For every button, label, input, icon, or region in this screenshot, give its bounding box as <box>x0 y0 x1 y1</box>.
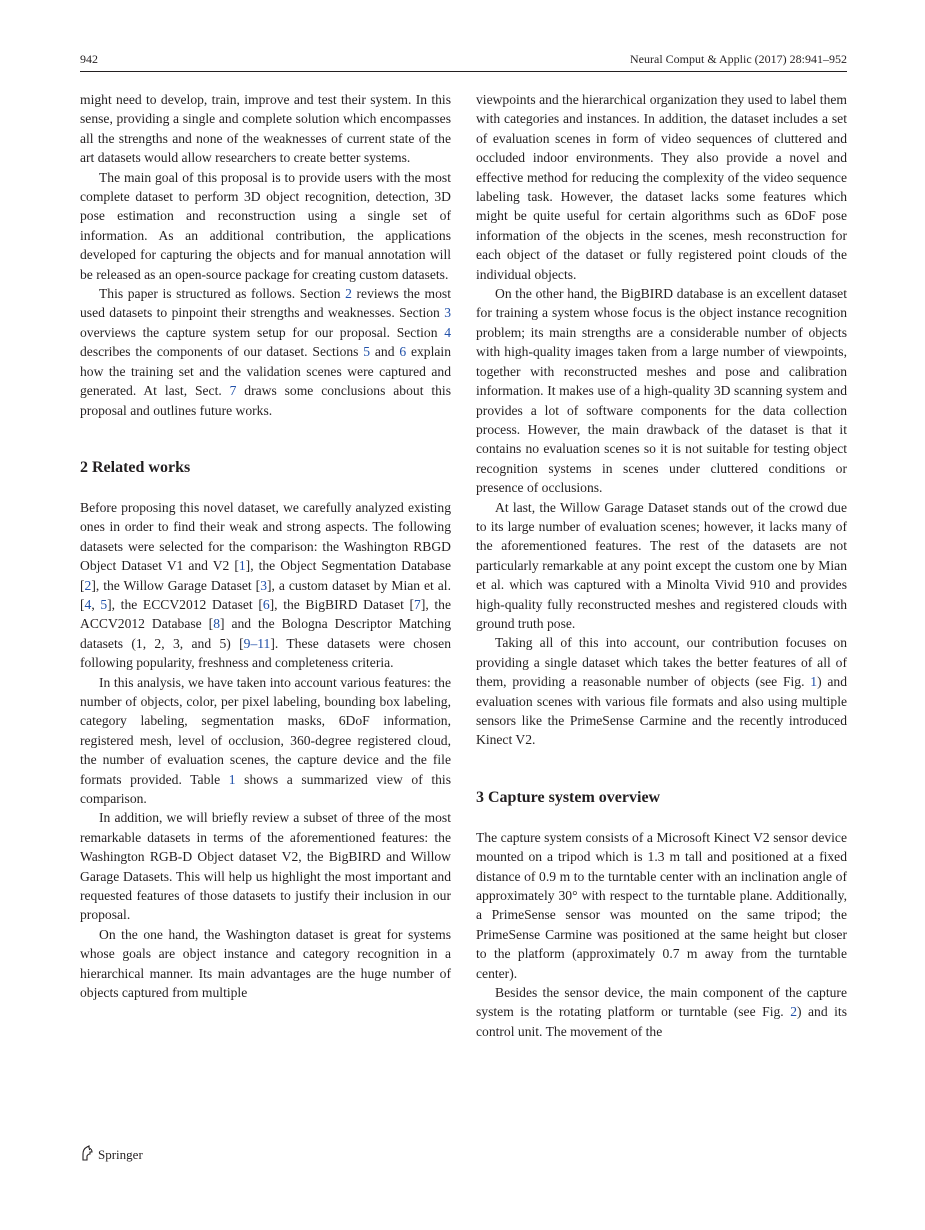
figure-link[interactable]: 1 <box>810 674 818 690</box>
figure-link[interactable]: 2 <box>790 1004 797 1020</box>
citation-link[interactable]: 5 <box>100 596 108 612</box>
citation-link[interactable]: 7 <box>414 596 421 612</box>
citation-link[interactable]: 3 <box>260 577 267 593</box>
page-number: 942 <box>80 52 98 66</box>
paragraph: This paper is structured as follows. Section 2 reviews the most used datasets to pinpoint their strengths and weaknesses. Section 3 overviews the capture system setup for our proposal. Section 4 describes the components of our dataset. Sections 5 and 6 explain how the training set and the validation scenes were captured and generated. At last, Sect. 7 draws some conclusions about this proposal and outlines future works. <box>80 286 451 418</box>
left-column <box>80 90 451 1002</box>
right-column <box>476 90 847 1041</box>
page-footer <box>80 1145 143 1165</box>
section-heading: 3 Capture system overview <box>476 788 661 806</box>
journal-citation: Neural Comput & Applic (2017) 28:941–952 <box>630 52 847 66</box>
paragraph: On the other hand, the BigBIRD database is an excellent dataset for training a system whose focus is the object instance recognition problem; its main strengths are a considerable number of objects with high-quality images taken from a large number of viewpoints, together with reconstructed meshes and pose and calibration information. It makes use of a high-quality 3D scanning system and provides a lot of software components for the data collection process. However, the main drawback of the dataset is that it contains no evaluation scenes so it is not suitable for testing object recognition systems in scenes under cluttered conditions or presence of occlusions. <box>476 286 847 496</box>
paragraph: Taking all of this into account, our contribution focuses on providing a single dataset which takes the better features of all of them, providing a reasonable number of objects (see Fig. 1) and evaluation scenes with various file formats and also using multiple sensors like the PrimeSense Carmine and the recently introduced Kinect V2. <box>476 635 847 748</box>
running-header <box>80 52 847 67</box>
springer-horse-icon <box>80 1145 94 1165</box>
publisher-name: Springer <box>98 1147 143 1162</box>
citation-link[interactable]: 4 <box>84 596 92 612</box>
section-link[interactable]: 4 <box>444 324 451 340</box>
citation-link[interactable]: 2 <box>84 577 92 593</box>
spacer <box>476 750 847 788</box>
spacer <box>476 808 847 828</box>
section-link[interactable]: 7 <box>229 383 237 399</box>
section-link[interactable]: 3 <box>444 305 451 321</box>
section-link[interactable]: 2 <box>345 286 352 302</box>
paragraph: viewpoints and the hierarchical organization they used to label them with categories and instances. In addition, the dataset includes a set of evaluation scenes in form of video sequences of cluttered and occluded indoor environments. They also provide a novel and effective method for reducing the complexity of the video sequence labeling task. However, the dataset lacks some features which might be quite useful for certain algorithms such as 6DoF pose information of the objects in the scenes, mesh reconstruction for each object of the dataset or fully registered point clouds of the individual objects. <box>476 92 847 282</box>
spacer <box>80 420 451 458</box>
section-link[interactable]: 5 <box>363 344 371 360</box>
header-rule <box>80 71 847 72</box>
paragraph: The capture system consists of a Microsoft Kinect V2 sensor device mounted on a tripod which is 1.3 m tall and positioned at a fixed distance of 0.9 m to the turntable center with an inclination angle of approximately 30° with respect to the turntable plane. Additionally, a PrimeSense sensor was mounted on the same tripod; the PrimeSense Carmine was positioned at the same height but closer to the platform (approximately 0.7 m away from the turntable center). <box>476 829 847 981</box>
paragraph: The main goal of this proposal is to provide users with the most complete dataset to perform 3D object recognition, detection, 3D pose estimation and reconstruction using a single set of information. As an additional contribution, the applications developed for capturing the objects and for manual annotation will be released as an open-source package for creating custom datasets. <box>80 169 451 282</box>
paragraph: At last, the Willow Garage Dataset stands out of the crowd due to its large number of evaluation scenes; however, it lacks many of the aforementioned features. The rest of the datasets are not particularly remarkable at any point except the custom one by Mian et al. which was captured with a Minolta Vivid 910 and provides high-quality fully reconstructed meshes and registered clouds with ground truth pose. <box>476 499 847 631</box>
paragraph: On the one hand, the Washington dataset is great for systems whose goals are object instance and category recognition in a hierarchical manner. Its main advantages are the huge number of objects captured from multiple <box>80 926 451 1001</box>
citation-link[interactable]: 9–11 <box>243 635 271 651</box>
paragraph: Before proposing this novel dataset, we carefully analyzed existing ones in order to find their weak and strong aspects. The following datasets were selected for the comparison: the Washington RBGD Object Dataset V1 and V2 [1], the Object Segmentation Database [2], the Willow Garage Dataset [3], a custom dataset by Mian et al. [4, 5], the ECCV2012 Dataset [6], the BigBIRD Dataset [7], the ACCV2012 Database [8] and the Bologna Descriptor Matching datasets (1, 2, 3, and 5) [9–11]. These datasets were chosen following popularity, freshness and completeness criteria. <box>80 499 451 671</box>
section-link[interactable]: 6 <box>399 344 407 360</box>
paragraph: might need to develop, train, improve and test their system. In this sense, providing a single and complete solution which encompasses all the strengths and none of the weaknesses of current state of the art datasets would allow researchers to create better systems. <box>80 92 451 166</box>
citation-link[interactable]: 1 <box>238 558 246 574</box>
table-link[interactable]: 1 <box>228 771 236 787</box>
citation-link[interactable]: 6 <box>262 596 270 612</box>
spacer <box>80 478 451 498</box>
section-heading: 2 Related works <box>80 458 191 476</box>
paragraph: In this analysis, we have taken into account various features: the number of objects, color, per pixel labeling, bounding box labeling, category labeling, segmentation masks, 6DoF information, registered mesh, level of occlusion, 360-degree registered cloud, the number of evaluation scenes, the capture device and the file formats provided. Table 1 shows a summarized view of this comparison. <box>80 674 451 806</box>
paragraph: In addition, we will briefly review a subset of three of the most remarkable datasets in terms of the aforementioned features: the Washington RGB-D Object dataset V2, the BigBIRD and Willow Garage Datasets. This will help us highlight the most important and requested features of those datasets to justify their inclusion in our proposal. <box>80 810 451 923</box>
citation-link[interactable]: 8 <box>213 616 220 632</box>
paragraph: Besides the sensor device, the main component of the capture system is the rotating platform or turntable (see Fig. 2) and its control unit. The movement of the <box>476 985 848 1039</box>
